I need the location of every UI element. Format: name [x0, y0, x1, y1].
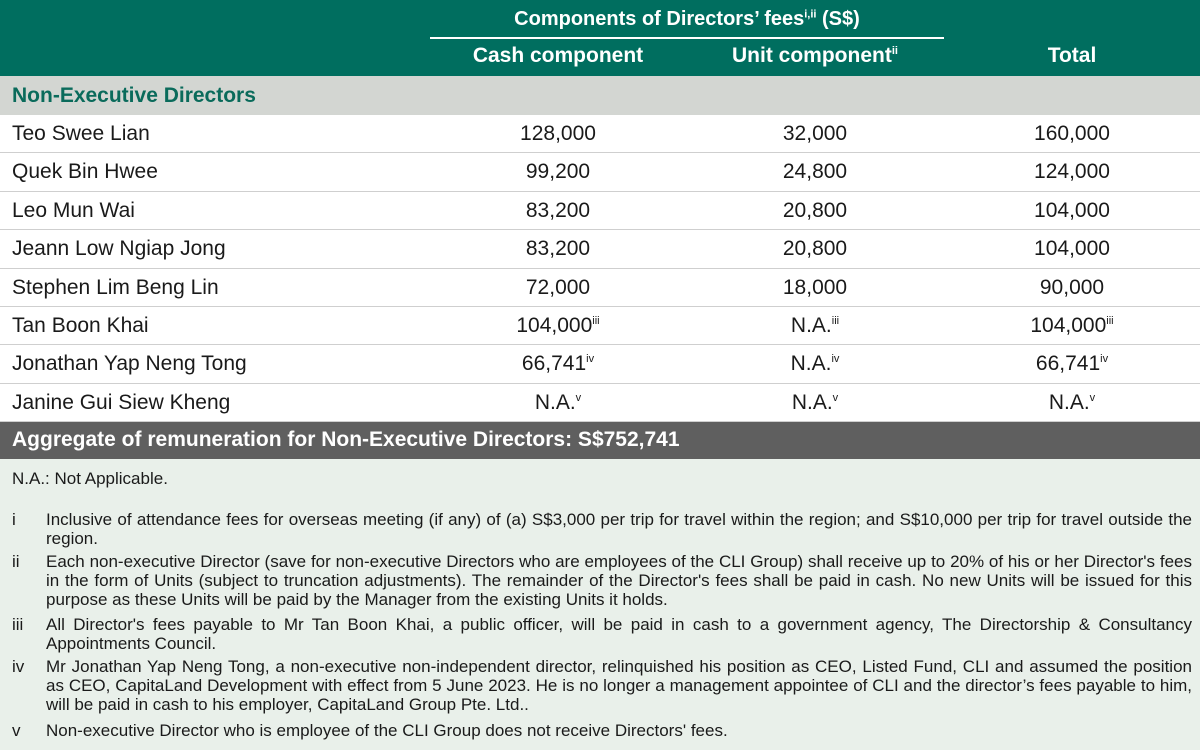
- footnote-mark: ii: [12, 552, 20, 571]
- table-row: [0, 269, 1200, 307]
- total-value: 90,000: [1039, 275, 1105, 299]
- table-row: [0, 192, 1200, 230]
- table-header: [0, 0, 1200, 76]
- total-value: 104,000: [1034, 237, 1110, 261]
- cash-value: 104,000$^{iii}$: [516, 313, 600, 337]
- footnote: [12, 552, 1192, 609]
- fees-group-title: Components of Directors’ fees$^{i,ii}$ (S$): [514, 8, 860, 30]
- unit-value: 32,000: [782, 122, 848, 145]
- total-value: 104,000$^{iii}$: [1030, 313, 1114, 337]
- director-name: Leo Mun Wai: [12, 198, 135, 222]
- cash-value: 99,200: [525, 160, 591, 184]
- footnote: [12, 615, 1192, 653]
- unit-value: N.A.$^{iii}$: [790, 313, 840, 337]
- footnote-mark: i: [12, 510, 16, 529]
- footnote-text: Mr Jonathan Yap Neng Tong, a non-executive non-independent director, relinquished his position as CEO, Listed Fund, CLI and assumed the position as CEO, CapitaLand Development with effect from 5 June 2023. He is no longer a management appointee of CLI and the director’s fees payable to him, will be paid in cash to his employer, CapitaLand Group Pte. Ltd..: [46, 657, 1192, 714]
- table-row: [0, 384, 1200, 422]
- na-note: N.A.: Not Applicable.: [12, 469, 168, 488]
- director-name: Tan Boon Khai: [12, 313, 149, 337]
- footnotes-panel: [0, 459, 1200, 750]
- footnote-text: All Director's fees payable to Mr Tan Boon Khai, a public officer, will be paid in cash to a government agency, The Directorship & Consultancy Appointments Council.: [46, 615, 1192, 653]
- unit-value: N.A.$^v$: [791, 390, 839, 414]
- table-row: [0, 230, 1200, 268]
- director-rows: [0, 115, 1200, 422]
- total-value: 160,000: [1034, 122, 1110, 145]
- total-value: 104,000: [1034, 198, 1110, 222]
- total-value: 66,741$^{iv}$: [1035, 352, 1109, 376]
- footnote-text: Inclusive of attendance fees for overseas meeting (if any) of (a) S$3,000 per trip for travel within the region; and S$10,000 per trip for travel outside the region.: [46, 510, 1192, 548]
- director-name: Stephen Lim Beng Lin: [12, 275, 219, 299]
- footnote-mark: v: [12, 721, 21, 740]
- cash-value: N.A.$^v$: [534, 390, 582, 414]
- table-row: [0, 115, 1200, 153]
- footnote-text: Each non-executive Director (save for non-executive Directors who are employees of the CLI Group) shall receive up to 20% of his or her Director's fees in the form of Units (subject to truncation adjustments). The remainder of the Director's fees shall be paid in cash. No new Units will be issued for this purpose as these Units will be paid by the Manager from the existing Units it holds.: [46, 552, 1192, 609]
- table-row: [0, 153, 1200, 191]
- footnote-text: Non-executive Director who is employee of the CLI Group does not receive Directors' fees.: [46, 721, 728, 740]
- cash-value: 72,000: [525, 275, 591, 299]
- director-name: Jonathan Yap Neng Tong: [12, 352, 247, 376]
- director-name: Teo Swee Lian: [12, 122, 150, 145]
- director-name: Quek Bin Hwee: [12, 160, 158, 184]
- column-header-unit: Unit component$^{ii}$: [732, 44, 898, 67]
- unit-value: 20,800: [782, 237, 848, 261]
- footnote: [12, 721, 1192, 740]
- column-header-total: Total: [1047, 44, 1097, 67]
- group-divider: [430, 37, 944, 39]
- total-value: 124,000: [1034, 160, 1110, 184]
- aggregate-remuneration: Aggregate of remuneration for Non-Executive Directors: S$752,741: [0, 422, 1200, 459]
- footnote: [12, 510, 1192, 548]
- unit-value: N.A.$^{iv}$: [790, 352, 840, 376]
- footnote: [12, 657, 1192, 714]
- unit-value: 24,800: [782, 160, 848, 184]
- cash-value: 128,000: [520, 122, 596, 145]
- director-name: Janine Gui Siew Kheng: [12, 390, 231, 414]
- director-name: Jeann Low Ngiap Jong: [12, 237, 226, 261]
- cash-value: 66,741$^{iv}$: [521, 352, 595, 376]
- unit-value: 18,000: [782, 275, 848, 299]
- column-header-cash: Cash component: [472, 44, 644, 67]
- cash-value: 83,200: [525, 237, 591, 261]
- unit-value: 20,800: [782, 198, 848, 222]
- table-row: [0, 307, 1200, 345]
- section-title: Non-Executive Directors: [0, 76, 1200, 115]
- footnote-mark: iv: [12, 657, 25, 676]
- cash-value: 83,200: [525, 198, 591, 222]
- total-value: N.A.$^v$: [1048, 390, 1096, 414]
- footnote-mark: iii: [12, 615, 24, 634]
- table-row: [0, 345, 1200, 383]
